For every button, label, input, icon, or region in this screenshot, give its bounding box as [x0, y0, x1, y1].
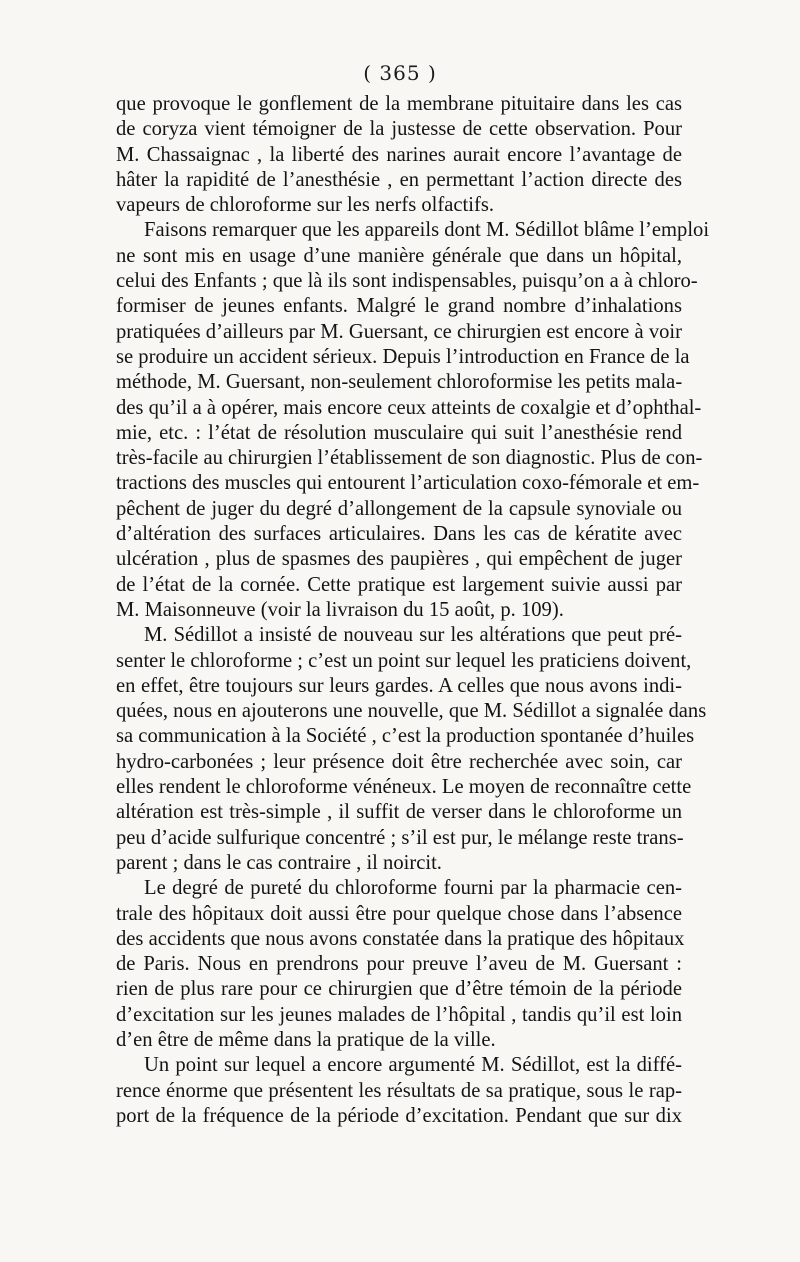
text-line: hydro-carbonées ; leur présence doit être recherchée avec soin, car [116, 750, 682, 773]
text-line: quées, nous en ajouterons une nouvelle, que M. Sédillot a signalée dans [116, 700, 707, 723]
text-line: Le degré de pureté du chloroforme fourni par la pharmacie cen- [144, 877, 682, 900]
page-number: ( 365 ) [363, 61, 437, 85]
text-line: parent ; dans le cas contraire , il noircit. [116, 851, 442, 874]
text-line: méthode, M. Guersant, non-seulement chloroformise les petits mala- [116, 371, 683, 394]
text-line: ulcération , plus de spasmes des paupières , qui empêchent de juger [116, 548, 682, 571]
text-line: senter le chloroforme ; c’est un point sur lequel les praticiens doivent, [116, 649, 692, 672]
text-line: que provoque le gonflement de la membrane pituitaire dans les cas [116, 93, 682, 115]
text-line: d’excitation sur les jeunes malades de l’hôpital , tandis qu’il est loin [116, 1003, 682, 1026]
text-line: des qu’il a à opérer, mais encore ceux atteints de coxalgie et d’ophthal- [116, 396, 702, 419]
text-line: trale des hôpitaux doit aussi être pour quelque chose dans l’absence [116, 902, 682, 925]
text-line: ne sont mis en usage d’une manière générale que dans un hôpital, [116, 244, 682, 267]
text-line: mie, etc. : l’état de résolution musculaire qui suit l’anesthésie rend [116, 421, 682, 444]
text-line: M. Maisonneuve (voir la livraison du 15 août, p. 109). [116, 598, 564, 621]
text-line: Faisons remarquer que les appareils dont M. Sédillot blâme l’emploi [144, 219, 710, 242]
text-line: celui des Enfants ; que là ils sont indispensables, puisqu’on a à chloro- [116, 270, 698, 293]
text-line: de Paris. Nous en prendrons pour preuve l’aveu de M. Guersant : [116, 953, 682, 976]
text-line: altération est très-simple , il suffit de verser dans le chloroforme un [116, 801, 682, 824]
text-line: rien de plus rare pour ce chirurgien que d’être témoin de la période [116, 978, 682, 1001]
text-line: peu d’acide sulfurique concentré ; s’il est pur, le mélange reste trans- [116, 826, 684, 849]
text-line: Un point sur lequel a encore argumenté M. Sédillot, est la diffé- [144, 1054, 682, 1077]
text-line: port de la fréquence de la période d’excitation. Pendant que sur dix [116, 1104, 682, 1127]
text-line: sa communication à la Société , c’est la production spontanée d’huiles [116, 725, 695, 748]
text-line: elles rendent le chloroforme vénéneux. Le moyen de reconnaître cette [116, 776, 692, 799]
text-line: d’altération des surfaces articulaires. Dans les cas de kératite avec [116, 523, 682, 546]
text-line: en effet, être toujours sur leurs gardes. A celles que nous avons indi- [116, 674, 682, 697]
text-line: vapeurs de chloroforme sur les nerfs olfactifs. [116, 194, 494, 217]
text-line: de coryza vient témoigner de la justesse de cette observation. Pour [116, 118, 682, 141]
text-line: très-facile au chirurgien l’établissement de son diagnostic. Plus de con- [116, 447, 703, 470]
text-line: pratiquées d’ailleurs par M. Guersant, ce chirurgien est encore à voir [116, 320, 682, 343]
text-line: formiser de jeunes enfants. Malgré le grand nombre d’inhalations [116, 295, 682, 318]
text-line: d’en être de même dans la pratique de la ville. [116, 1028, 496, 1051]
text-line: pêchent de juger du degré d’allongement de la capsule synoviale ou [116, 497, 682, 520]
text-line: hâter la rapidité de l’anesthésie , en permettant l’action directe des [116, 168, 682, 191]
text-line: se produire un accident sérieux. Depuis l’introduction en France de la [116, 345, 690, 368]
text-line: M. Sédillot a insisté de nouveau sur les altérations que peut pré- [144, 624, 682, 647]
text-line: rence énorme que présentent les résultats de sa pratique, sous le rap- [116, 1079, 682, 1102]
text-line: de l’état de la cornée. Cette pratique est largement suivie aussi par [116, 573, 682, 596]
text-line: des accidents que nous avons constatée dans la pratique des hôpitaux [116, 927, 685, 950]
text-line: tractions des muscles qui entourent l’articulation coxo-fémorale et em- [116, 472, 700, 495]
body-text [116, 92, 710, 1129]
text-line: M. Chassaignac , la liberté des narines aurait encore l’avantage de [116, 143, 682, 166]
